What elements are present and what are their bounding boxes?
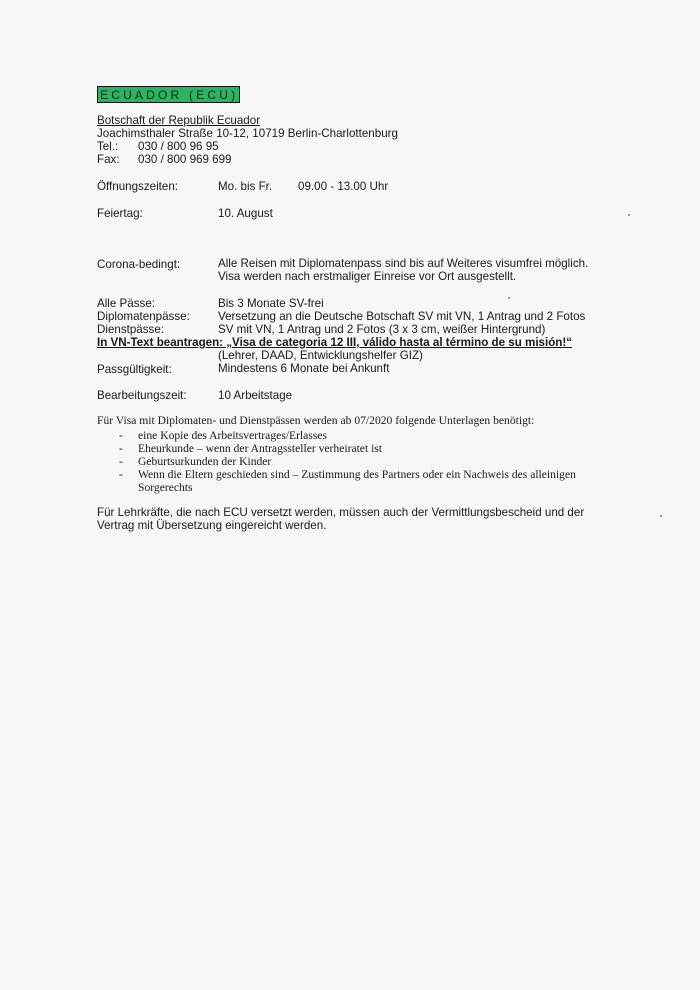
bullet-marker: - <box>119 429 123 442</box>
processing-label: Bearbeitungszeit: <box>97 389 187 402</box>
validity-value: Mindestens 6 Monate bei Ankunft <box>218 362 390 375</box>
diplomatic-passes-label: Diplomatenpässe: <box>97 310 190 323</box>
document-item: Eheurkunde – wenn der Antragssteller verheiratet ist <box>138 442 383 455</box>
documents-intro: Für Visa mit Diplomaten- und Dienstpässen werden ab 07/2020 folgende Unterlagen benötigt: <box>97 414 535 427</box>
processing-value: 10 Arbeitstage <box>218 389 293 402</box>
bullet-marker: - <box>119 468 123 481</box>
holiday-value: 10. August <box>218 207 273 220</box>
scan-speck <box>660 515 662 517</box>
corona-line-2: Visa werden nach erstmaliger Einreise vor Ort ausgestellt. <box>218 270 517 283</box>
embassy-name: Botschaft der Republik Ecuador <box>97 114 261 127</box>
bullet-marker: - <box>119 455 123 468</box>
scan-speck <box>628 214 630 216</box>
diplomatic-passes-value: Versetzung an die Deutsche Botschaft SV mit VN, 1 Antrag und 2 Fotos <box>218 310 586 323</box>
hours-days: Mo. bis Fr. <box>218 180 273 193</box>
corona-line-1: Alle Reisen mit Diplomatenpass sind bis auf Weiteres visumfrei möglich. <box>218 257 589 270</box>
service-passes-label: Dienstpässe: <box>97 323 165 336</box>
document-item-continuation: Sorgerechts <box>138 481 193 494</box>
teachers-note-line-2: Vertrag mit Übersetzung eingereicht werden. <box>97 519 327 532</box>
fax-number: 030 / 800 969 699 <box>138 153 232 166</box>
holiday-label: Feiertag: <box>97 207 143 220</box>
all-passes-label: Alle Pässe: <box>97 297 155 310</box>
bullet-marker: - <box>119 442 123 455</box>
country-title: ECUADOR (ECU) <box>97 86 240 103</box>
teachers-note-line-1: Für Lehrkräfte, die nach ECU versetzt werden, müssen auch der Vermittlungsbescheid und der <box>97 506 585 519</box>
hours-label: Öffnungszeiten: <box>97 180 178 193</box>
document-item: Geburtsurkunden der Kinder <box>138 455 272 468</box>
scan-speck <box>508 297 510 299</box>
tel-label: Tel.: <box>97 140 119 153</box>
hours-time: 09.00 - 13.00 Uhr <box>298 180 389 193</box>
tel-number: 030 / 800 96 95 <box>138 140 219 153</box>
all-passes-value: Bis 3 Monate SV-frei <box>218 297 324 310</box>
service-passes-value: SV mit VN, 1 Antrag und 2 Fotos (3 x 3 cm, weißer Hintergrund) <box>218 323 546 336</box>
vn-text-note: (Lehrer, DAAD, Entwicklungshelfer GIZ) <box>218 349 423 362</box>
embassy-address: Joachimsthaler Straße 10-12, 10719 Berlin-Charlottenburg <box>97 127 398 140</box>
corona-label: Corona-bedingt: <box>97 258 181 271</box>
document-item: eine Kopie des Arbeitsvertrages/Erlasses <box>138 429 327 442</box>
document-item: Wenn die Eltern geschieden sind – Zustimmung des Partners oder ein Nachweis des alleinigen <box>138 468 576 481</box>
validity-label: Passgültigkeit: <box>97 363 172 376</box>
vn-text-requirement: In VN-Text beantragen: „Visa de categoria 12 III, válido hasta al término de su misión!“ <box>97 336 573 349</box>
fax-label: Fax: <box>97 153 120 166</box>
